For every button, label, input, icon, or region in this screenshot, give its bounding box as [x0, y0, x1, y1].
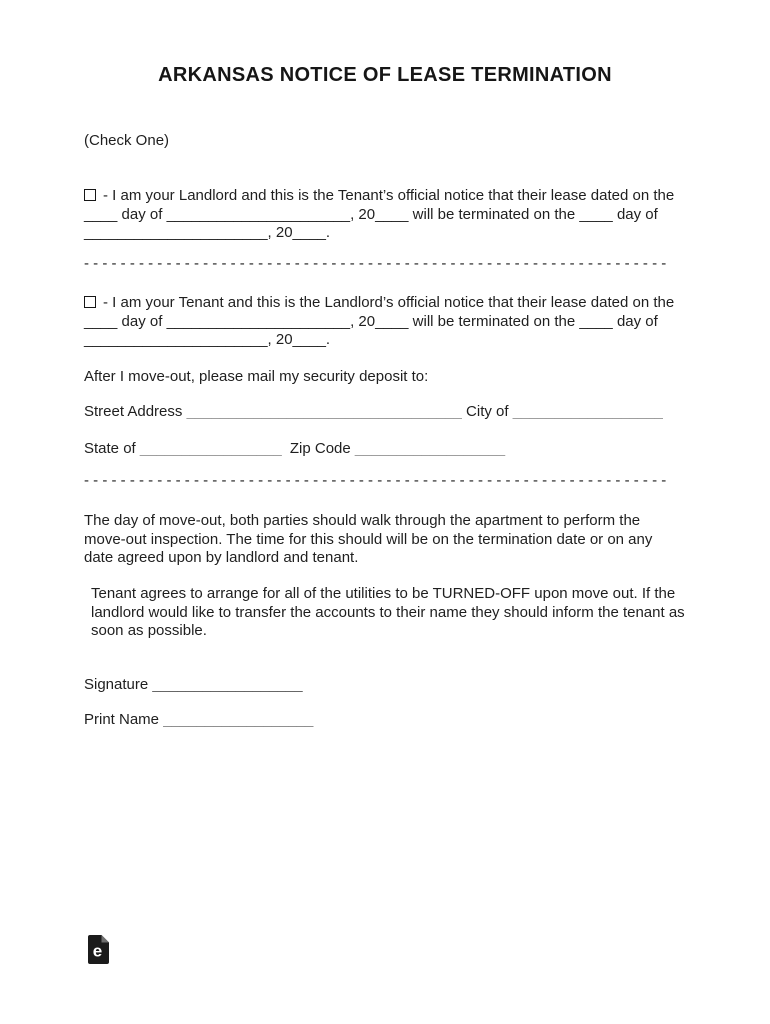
print-name-line [84, 711, 692, 730]
eforms-document-icon [88, 935, 109, 964]
state-zip-line [84, 440, 692, 459]
inspection-line-3: date agreed upon by landlord and tenant. [84, 549, 359, 566]
zip-blank: __________________ [354, 440, 506, 457]
eforms-logo [88, 935, 109, 964]
landlord-checkbox[interactable] [84, 189, 96, 201]
state-label: State of [84, 440, 136, 457]
tenant-option [84, 294, 692, 350]
utilities-line-2: landlord would like to transfer the accounts to their name they should inform the tenant as [91, 603, 685, 621]
security-deposit-intro: After I move-out, please mail my security deposit to: [84, 368, 429, 385]
landlord-option-text: - I am your Landlord and this is the Tenant’s official notice that their lease dated on the [103, 187, 675, 204]
inspection-paragraph [84, 512, 692, 568]
utilities-line-1: Tenant agrees to arrange for all of the utilities to be TURNED-OFF upon move out. If the [91, 585, 676, 602]
city-label: City of [466, 403, 509, 420]
signature-line [84, 676, 692, 695]
landlord-option-line-2: ____ day of ______________________, 20____ will be terminated on the ____ day of [84, 205, 658, 223]
zip-label: Zip Code [289, 440, 351, 457]
tenant-option-line-1 [84, 294, 692, 313]
dashed-separator-2: - - - - - - - - - - - - - - - - - - - - - - - - - - - - - - - - - - - - - - - - - - - - - - - - - - - - - - - - - - - - - - - - [84, 472, 667, 489]
inspection-line-2: move-out inspection. The time for this should will be on the termination date or on any [84, 530, 653, 548]
print-name-label: Print Name [84, 711, 160, 728]
eforms-logo-letter: e [92, 941, 103, 961]
signature-blank: __________________ [152, 676, 303, 693]
dashed-separator-1: - - - - - - - - - - - - - - - - - - - - - - - - - - - - - - - - - - - - - - - - - - - - - - - - - - - - - - - - - - - - - - - - [84, 255, 667, 272]
street-address-line [84, 403, 692, 422]
print-name-blank: __________________ [163, 711, 314, 728]
tenant-option-line-2: ____ day of ______________________, 20____ will be terminated on the ____ day of [84, 312, 658, 330]
utilities-paragraph [91, 585, 699, 641]
street-address-label: Street Address [84, 403, 183, 420]
landlord-option [84, 187, 692, 243]
inspection-line-1: The day of move-out, both parties should walk through the apartment to perform the [84, 512, 641, 529]
check-one-label: (Check One) [84, 132, 170, 149]
street-address-blank: _________________________________ [186, 403, 462, 420]
landlord-option-line-3: ______________________, 20____. [84, 224, 331, 241]
city-blank: __________________ [512, 403, 663, 420]
state-blank: _________________ [139, 440, 282, 457]
landlord-option-line-1 [84, 187, 692, 206]
signature-label: Signature [84, 676, 149, 693]
utilities-line-3: soon as possible. [91, 622, 207, 639]
tenant-option-text: - I am your Tenant and this is the Landlord’s official notice that their lease dated on the [103, 294, 675, 311]
tenant-option-line-3: ______________________, 20____. [84, 331, 331, 348]
page-title: ARKANSAS NOTICE OF LEASE TERMINATION [158, 64, 612, 86]
tenant-checkbox[interactable] [84, 296, 96, 308]
